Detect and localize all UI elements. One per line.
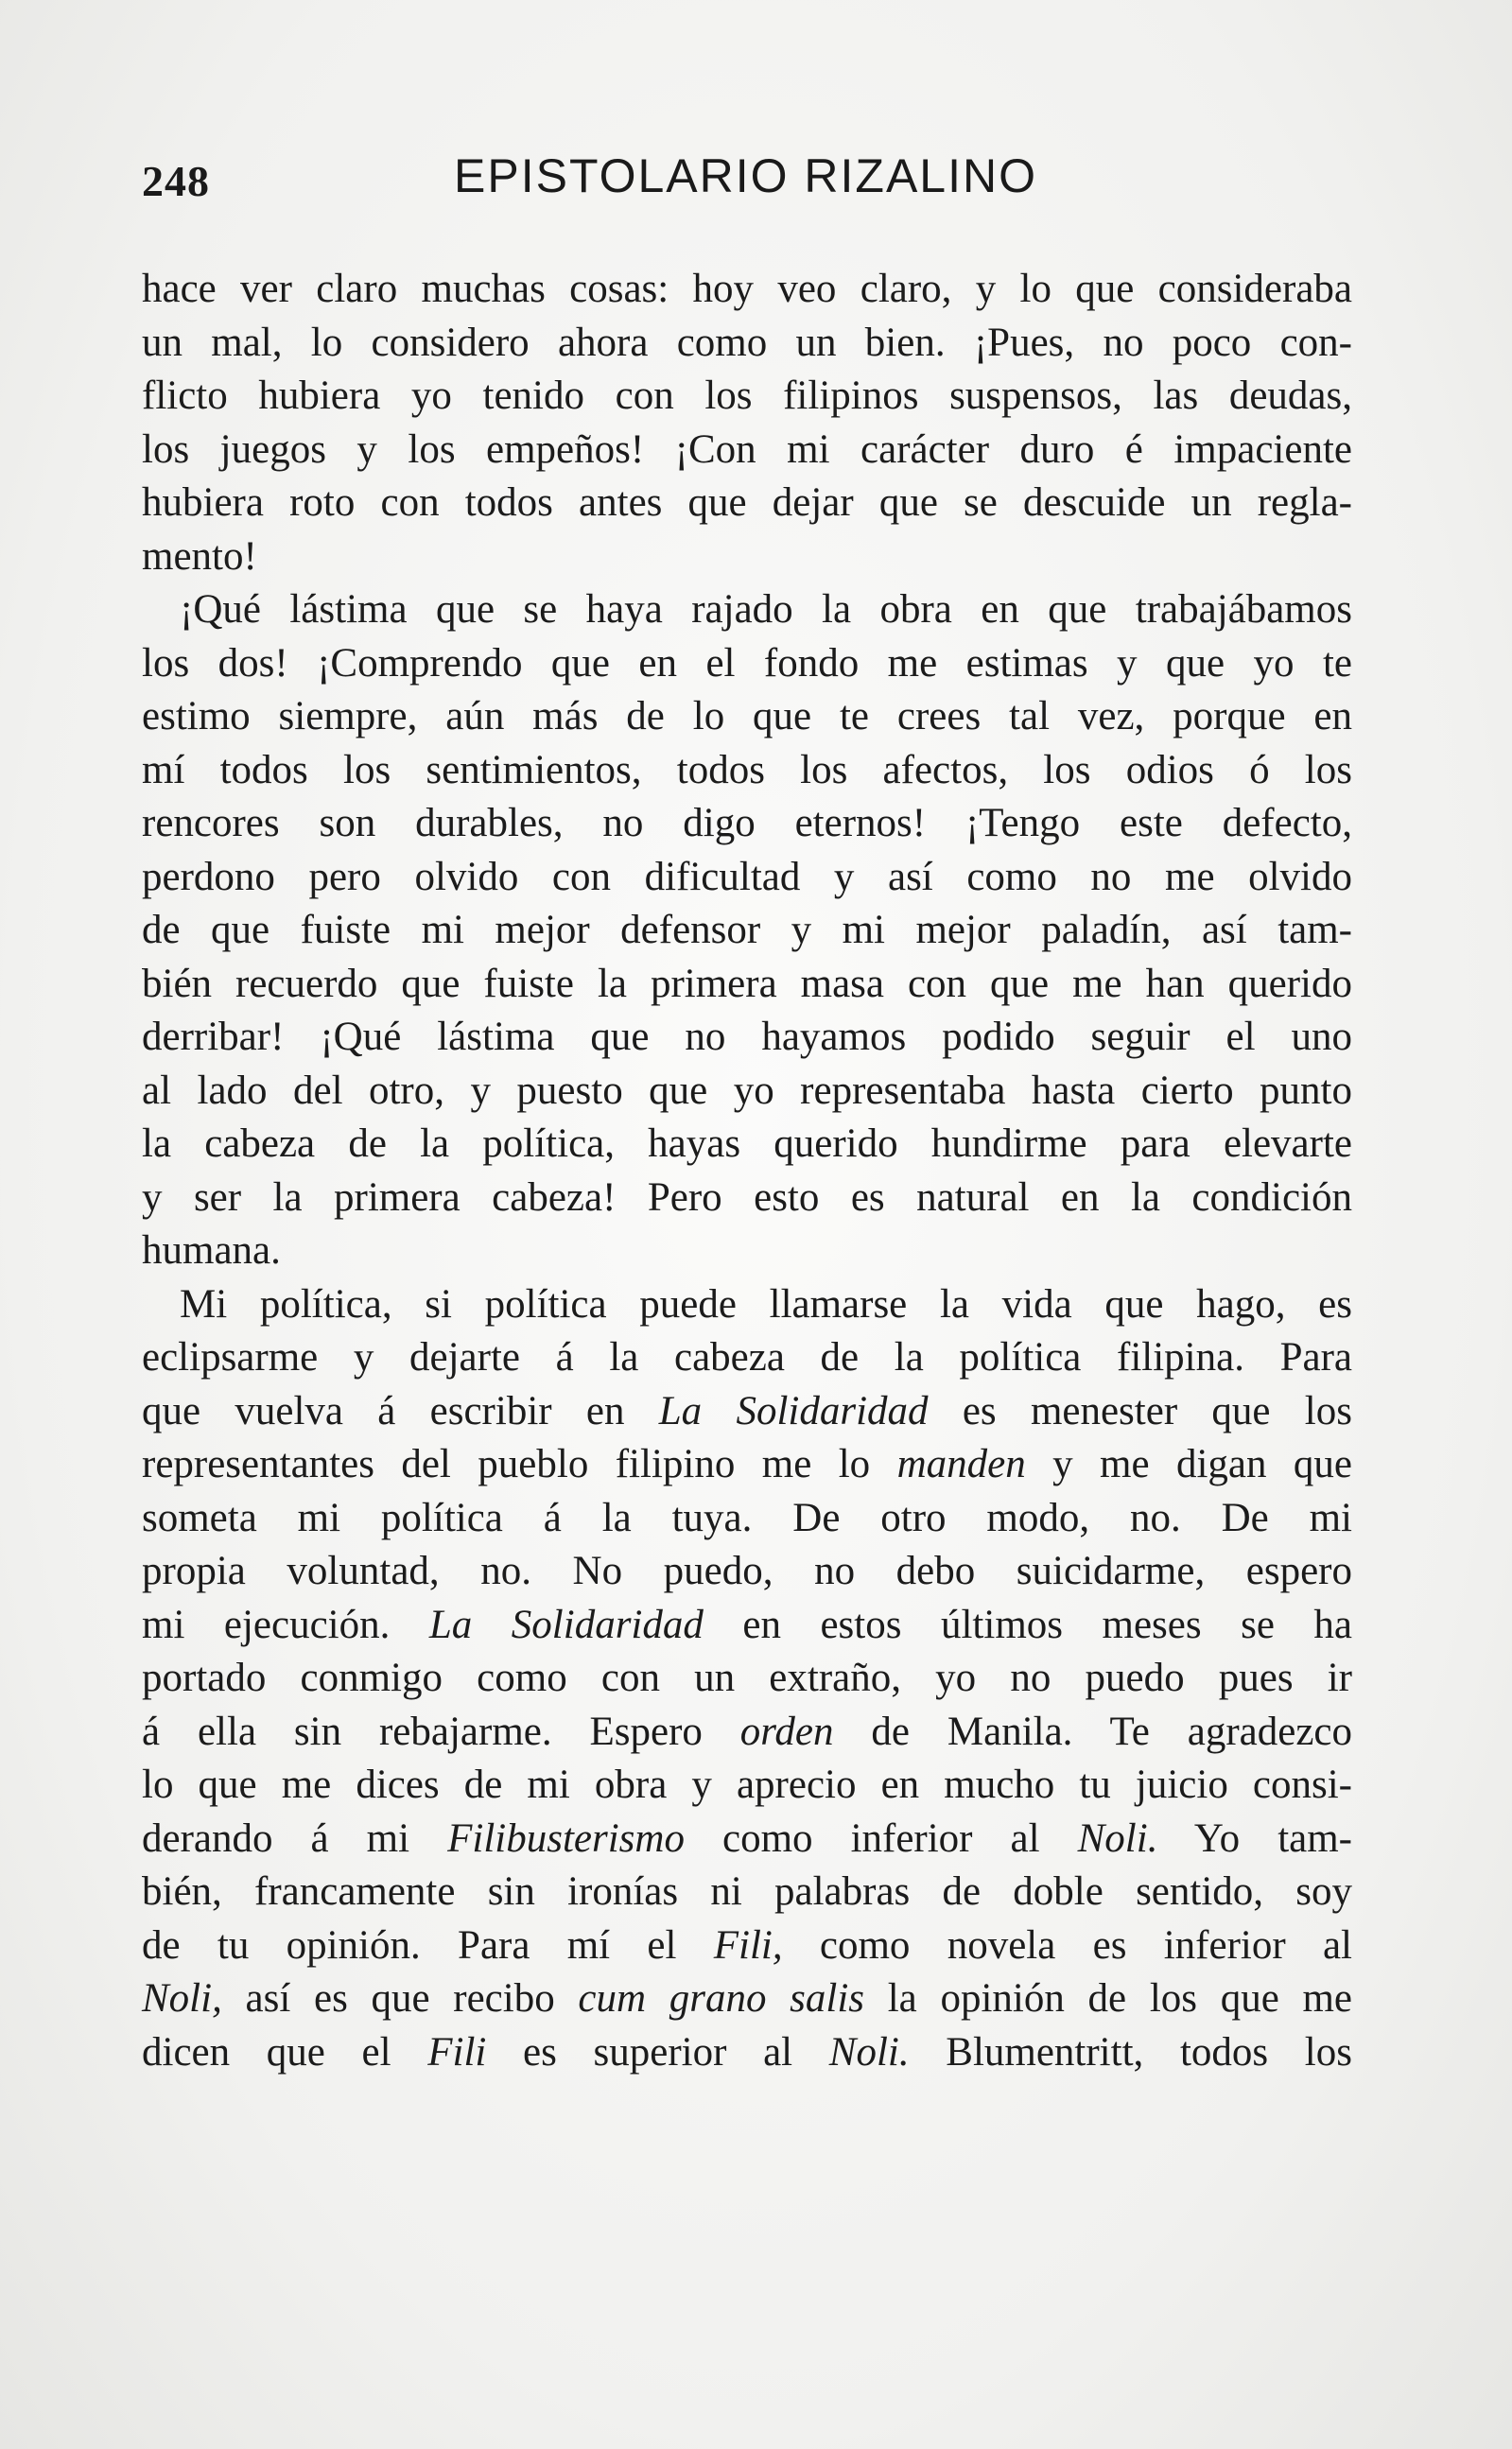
text-line: representantes del pueblo filipino me lo manden y me digan que <box>142 1442 1353 1486</box>
text-line: humana. <box>142 1228 281 1273</box>
text-line: y ser la primera cabeza! Pero esto es natural en la condición <box>142 1174 1352 1220</box>
page-number: 248 <box>142 157 210 205</box>
text-line: bién, francamente sin ironías ni palabras de doble sentido, soy <box>142 1869 1352 1914</box>
text-line: los juegos y los empeños! ¡Con mi carácter duro é impaciente <box>142 426 1352 472</box>
text-line: un mal, lo considero ahora como un bien. ¡Pues, no poco con- <box>142 320 1352 365</box>
text-line: eclipsarme y dejarte á la cabeza de la política filipina. Para <box>142 1335 1352 1380</box>
text-line: mi ejecución. La Solidaridad en estos últimos meses se ha <box>142 1602 1352 1647</box>
text-line: lo que me dices de mi obra y aprecio en mucho tu juicio consi- <box>142 1763 1352 1807</box>
text-line: propia voluntad, no. No puedo, no debo suicidarme, espero <box>142 1549 1352 1593</box>
italic-title: Noli, <box>142 1976 222 2021</box>
text-line: al lado del otro, y puesto que yo representaba hasta cierto punto <box>142 1068 1352 1113</box>
text-line: los dos! ¡Comprendo que en el fondo me estimas y que yo te <box>142 640 1352 686</box>
italic-word: orden <box>739 1709 834 1754</box>
text-line: de tu opinión. Para mí el Fili, como novela es inferior al <box>142 1922 1352 1968</box>
paragraph-1 <box>142 263 1352 583</box>
italic-title: Fili <box>427 2029 487 2075</box>
text-line: someta mi política á la tuya. De otro modo, no. De mi <box>142 1495 1352 1540</box>
text-line: dicen que el Fili es superior al Noli. Blumentritt, todos los <box>142 2029 1352 2075</box>
text-line: derando á mi Filibusterismo como inferior al Noli. Yo tam- <box>142 1815 1352 1861</box>
text-line: rencores son durables, no digo eternos! ¡Tengo este defecto, <box>142 801 1352 845</box>
running-title: EPISTOLARIO RIZALINO <box>454 149 1038 202</box>
paragraph-2 <box>142 583 1352 1278</box>
text-line: hace ver claro muchas cosas: hoy veo claro, y lo que consideraba <box>142 267 1352 311</box>
text-line: perdono pero olvido con dificultad y así como no me olvido <box>142 854 1352 899</box>
text-line: á ella sin rebajarme. Espero orden de Manila. Te agradezco <box>142 1709 1353 1754</box>
text-line: derribar! ¡Qué lástima que no hayamos podido seguir el uno <box>142 1015 1352 1059</box>
text-line: hubiera roto con todos antes que dejar que se descuide un regla- <box>142 480 1352 525</box>
text-line: bién recuerdo que fuiste la primera masa con que me han querido <box>142 961 1352 1006</box>
text-line: la cabeza de la política, hayas querido hundirme para elevarte <box>142 1121 1352 1166</box>
italic-phrase: cum grano salis <box>578 1976 865 2021</box>
italic-title: Noli. <box>1077 1815 1158 1861</box>
text-line: estimo siempre, aún más de lo que te crees tal vez, porque en <box>142 694 1352 738</box>
italic-title: La Solidaridad <box>658 1388 929 1433</box>
body-text <box>142 263 1352 2079</box>
paragraph-3 <box>142 1278 1352 2080</box>
text-line: mí todos los sentimientos, todos los afectos, los odios ó los <box>142 747 1352 792</box>
text-line: Noli, así es que recibo cum grano salis la opinión de los que me <box>142 1976 1353 2021</box>
text-line: que vuelva á escribir en La Solidaridad es menester que los <box>142 1388 1352 1433</box>
italic-title: Fili, <box>713 1922 783 1968</box>
text-line: Mi política, si política puede llamarse la vida que hago, es <box>180 1281 1352 1327</box>
text-line: de que fuiste mi mejor defensor y mi mejor paladín, así tam- <box>142 908 1352 952</box>
italic-title: Noli. <box>828 2029 910 2075</box>
text-line: portado conmigo como con un extraño, yo no puedo pues ir <box>142 1656 1352 1700</box>
text-line: flicto hubiera yo tenido con los filipinos suspensos, las deudas, <box>142 373 1352 418</box>
running-head <box>142 149 1371 232</box>
italic-title: Filibusterismo <box>447 1815 685 1861</box>
text-line: mento! <box>142 533 257 579</box>
italic-title: La Solidaridad <box>428 1602 704 1647</box>
text-line: ¡Qué lástima que se haya rajado la obra en que trabajábamos <box>180 587 1352 632</box>
italic-word: manden <box>896 1442 1026 1486</box>
